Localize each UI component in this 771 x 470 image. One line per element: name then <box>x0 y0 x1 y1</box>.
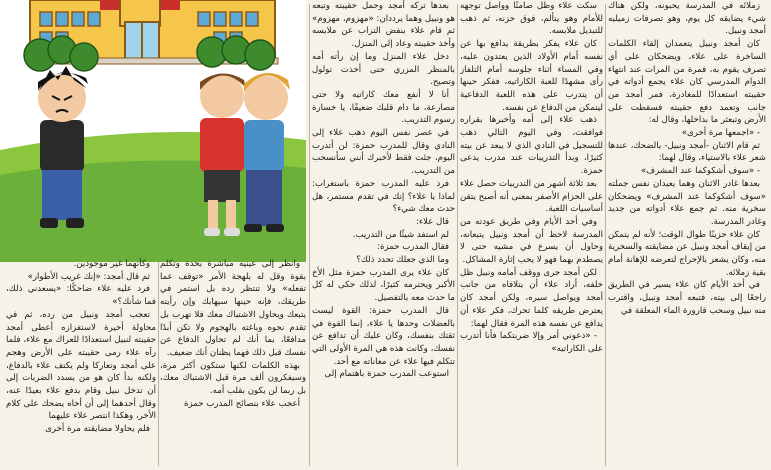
paragraph: فرد عليه المدرب حمزة باستغراب: لماذا يا علاء؟ إنك في تقدم مستمر، هل حدث معك شيء؟ <box>312 178 455 215</box>
paragraph: فلم يحاولا مضايقته مرة أخرى <box>45 424 150 435</box>
paragraph: وكأنهما غير موجودين. <box>73 259 150 269</box>
paragraph: - «اجمعها مرة أخرى» <box>681 128 760 139</box>
paragraph: في أحد الأيام كان علاء يسير في الطريق راجعًا إلى بيته، فتبعه أمجد ونبيل، واقترب منه نبيل وسحب قارورة الماء المعلقة في <box>608 280 766 316</box>
paragraph: بعدها تركه أمجد وحمل حقيبته وتبعه هو ونبيل وهما يرددان: «مهزوم، مهزوم» ثم قام علاء بنفض التراب عن ملابسه وأخذ حقيبته وعاد إلى المنزل. <box>312 1 455 50</box>
paragraph: في عصر نفس اليوم ذهب علاء إلى النادي وقال للمدرب حمزة: لن أتدرب اليوم، جئت فقط لأخبرك أنني سأنسحب من التدريب. <box>312 128 455 177</box>
paragraph: وفي أحد الأيام وفي طريق عودته من المدرسة لاحظ أن أمجد ونبيل يتبعانه، وحاول أن يسرع في مشيه حتى لا يصطدم بهما فهو لا يحب إثارة المشاكل. <box>460 216 603 266</box>
paragraph: قال المدرب حمزة: القوة ليست بالعضلات وحدها يا علاء، إنما القوة في ثقتك بنفسك، وكان عليك أن تدافع عن نفسك، وكانت هذه هي المرة الأولى التي تتكلم فيها علاء عن معاناته مع أحد. <box>312 305 455 367</box>
angry-boy-icon <box>38 66 88 228</box>
paragraph: كان علاء يفكر بطريقة يدافع بها عن نفسه أمام الأولاد الذين يعتدون عليه، وفي المساء أثناء جلوسه أمام التلفاز رأى مشهدًا للعبة الكاراتيه، ففكر حينها أن يتدرب على هذه اللعبة الدفاعية ليتمكن من الدفاع عن نفسه. <box>460 39 603 113</box>
paragraph: - «دعوني أمر وإلا ضربتكما فأنا أتدرب على الكاراتيه» <box>460 331 603 354</box>
paragraph: تعجب أمجد ونبيل من رده، ثم في محاولة أخيرة لاستفزازه أعطى أمجد حقيبته لنبيل استعدادًا للعراك مع علاء، فلما رآه علاء رمى حقيبته على الأرض وهجم على أمجد وتعاركا ولم يكتف علاء بالدفاع، ولكنه بدأ كان هو من يسدد الضربات إلى أن تدخل نبيل وقام بدفع علاء بعيدًا عنه، وقال أحدهما إلى أن أخاه يضحك على كلام الأخر، وهكذا انتصر علاء عليهما <box>6 309 156 422</box>
paragraph: ثم قال أمجد: «إنك غريب الأطوار» <box>27 271 150 282</box>
school-scene-illustration <box>0 0 306 262</box>
paragraph: استوعب المدرب حمزة باهتمام إلى <box>324 369 449 380</box>
paragraph: - «سوف أشكوكما عند المشرف» <box>640 166 760 177</box>
story-illustration <box>0 0 306 262</box>
paragraph: ذهب علاء إلى أمه وأخبرها بقراره فوافقت، وفي اليوم التالي ذهب للتسجيل في النادي الذي لا يبعد عن بيته كثيرًا، وبدأ التدريبات عند مدرب يدعى حمزة. <box>460 115 603 177</box>
text-column-3 <box>312 0 455 470</box>
paragraph: كان علاء حزينًا طوال الوقت؛ لأنه لم يتمكن من إيقاف أمجد ونبيل عن مضايقته والسخرية منه، وكان يشعر بالإحراج لتعرضه للإهانة أمام بقية زملائه. <box>608 229 766 278</box>
paragraph: زملائه في المدرسة يحبونه، ولكن هناك شيء يضايقه كل يوم، وهو تصرفات زميليه أمجد ونبيل. <box>608 1 766 37</box>
paragraph: وانظر إلى عينيه مباشرة بحدة وتكلم بقوة وقل له بلهجة الأمر «توقف عما تفعله» ولا تنتظر رده بل استمر في طريقك، فإنه حينها سيهابك وإن رأيته يتبعك ويحاول الاشتباك معك فلا تهرب بل تقدم نحوه وباغته بالهجوم ولا تكن أبدًا مدافعًا، بما أنك لم تحاول الدفاع عن نفسك قبل ذلك فهما يظنان أنك ضعيف. <box>160 259 306 358</box>
text-column-1 <box>608 0 766 470</box>
paragraph: فرد عليه علاء ضاحكًا: «يسعدني ذلك، فما شأنك؟» <box>6 284 156 308</box>
paragraph: دخل علاء المنزل وما إن رأته أمه بالمنظر المزري حتى أخذت تولول وتصيح. <box>312 51 455 88</box>
paragraph: كان علاء يرى المدرب حمزة مثل الأخ الأكبر ويحترمه كثيرًا، لذلك حكى له كل ما حدث معه بالتفصيل. <box>312 267 455 304</box>
paragraph: لكن أمجد جرى ووقف أمامه ونبيل ظل خلفه، أراد علاء أن يتلافاه من جانب أمجد ويواصل سيره، ولكن أمجد كان يعترض طريقه كلما تحرك، فكر علاء أن يدافع عن نفسه هذه المرة فقال لهما: <box>460 267 603 329</box>
paragraph: بهذه الكلمات لكنها ستكون أكثر مرة، وسيفكرون ألف مرة قبل الاشتباك معك، بل ربما لن يكون بقلب أمه. <box>160 360 306 397</box>
paragraph: قال علاء: <box>416 216 449 227</box>
text-column-4 <box>160 258 306 470</box>
text-column-5 <box>6 258 156 470</box>
paragraph: سكت علاء وظل صامتًا وواصل توجهه للأمام وهو يتألم، فوق حزنه، ثم ذهب للتبديل ملابسه. <box>460 1 603 37</box>
text-column-2 <box>460 0 603 470</box>
paragraph: ثم قام الاثنان -أمجد ونبيل- بالضحك، عندها شعر علاء بالاستياء، وقال لهما: <box>608 140 766 164</box>
paragraph: لم استفد شيئًا من التدريب. <box>352 229 449 240</box>
paragraph: بعدها غادر الاثنان وهما يعيدان نفس جملته «سوف أشكوكما عند المشرف» ويضحكان سخرية منه. ثم جمع علاء أدواته من جديد وغادر المدرسة. <box>608 178 766 227</box>
paragraph: بعد ثلاثة أشهر من التدريبات حصل علاء على الحزام الأصفر بمعنى أنه أصبح يتقن أساسيات اللعبة. <box>460 178 603 215</box>
paragraph: وما الذي جعلك تحدد ذلك؟ <box>356 255 449 266</box>
paragraph: أنا لا أنفع معك كاراتيه ولا حتى مصارعة، ما دام قلبك ضعيفًا، يا خسارة رسوم التدريب. <box>312 89 455 126</box>
paragraph: كان أمجد ونبيل يتعمدان إلقاء الكلمات الساخرة على علاء، ويضحكان على أي تصرف يقوم به، فمرة من المرات عند انتهاء الدوام المدرسي كان علاء يجمع أدواته في حقيبته استعدادًا للمغادرة، فمر أمجد من جانب وتعمد دفع حقيبته فسقطت على الأرض وتبعثر ما بداخلها، وقال له: <box>608 39 766 126</box>
paragraph: فقال المدرب حمزة: <box>377 242 449 253</box>
paragraph: أعجب علاء بنصائح المدرب حمزة <box>184 398 300 409</box>
